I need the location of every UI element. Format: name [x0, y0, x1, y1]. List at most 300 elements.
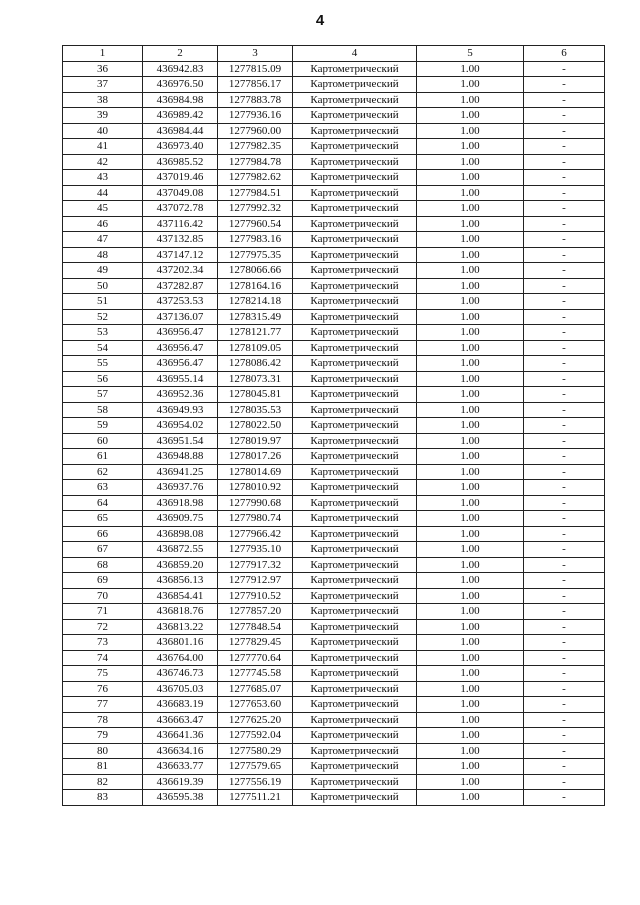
x-coordinate-cell: 436941.25 [143, 464, 218, 480]
table-row [63, 139, 605, 155]
accuracy-cell: 1.00 [417, 108, 524, 124]
table-row [63, 278, 605, 294]
note-cell: - [524, 247, 605, 263]
accuracy-cell: 1.00 [417, 232, 524, 248]
accuracy-cell: 1.00 [417, 542, 524, 558]
accuracy-cell: 1.00 [417, 325, 524, 341]
method-cell: Картометрический [293, 712, 417, 728]
table-row [63, 61, 605, 77]
y-coordinate-cell: 1278019.97 [218, 433, 293, 449]
table-row [63, 681, 605, 697]
note-cell: - [524, 588, 605, 604]
coordinates-table [62, 45, 605, 806]
note-cell: - [524, 371, 605, 387]
accuracy-cell: 1.00 [417, 402, 524, 418]
accuracy-cell: 1.00 [417, 340, 524, 356]
accuracy-cell: 1.00 [417, 790, 524, 806]
note-cell: - [524, 743, 605, 759]
point-number-cell: 60 [63, 433, 143, 449]
table-row [63, 666, 605, 682]
x-coordinate-cell: 436956.47 [143, 356, 218, 372]
point-number-cell: 53 [63, 325, 143, 341]
accuracy-cell: 1.00 [417, 356, 524, 372]
table-row [63, 387, 605, 403]
y-coordinate-cell: 1277912.97 [218, 573, 293, 589]
column-header: 3 [218, 46, 293, 62]
y-coordinate-cell: 1278045.81 [218, 387, 293, 403]
point-number-cell: 54 [63, 340, 143, 356]
y-coordinate-cell: 1277580.29 [218, 743, 293, 759]
note-cell: - [524, 216, 605, 232]
method-cell: Картометрический [293, 728, 417, 744]
note-cell: - [524, 61, 605, 77]
x-coordinate-cell: 436898.08 [143, 526, 218, 542]
note-cell: - [524, 154, 605, 170]
y-coordinate-cell: 1277960.54 [218, 216, 293, 232]
accuracy-cell: 1.00 [417, 77, 524, 93]
note-cell: - [524, 201, 605, 217]
y-coordinate-cell: 1277857.20 [218, 604, 293, 620]
note-cell: - [524, 619, 605, 635]
x-coordinate-cell: 436663.47 [143, 712, 218, 728]
y-coordinate-cell: 1278010.92 [218, 480, 293, 496]
y-coordinate-cell: 1278035.53 [218, 402, 293, 418]
x-coordinate-cell: 436955.14 [143, 371, 218, 387]
table-row [63, 185, 605, 201]
accuracy-cell: 1.00 [417, 247, 524, 263]
method-cell: Картометрический [293, 464, 417, 480]
point-number-cell: 45 [63, 201, 143, 217]
accuracy-cell: 1.00 [417, 387, 524, 403]
note-cell: - [524, 139, 605, 155]
point-number-cell: 83 [63, 790, 143, 806]
method-cell: Картометрический [293, 247, 417, 263]
note-cell: - [524, 480, 605, 496]
method-cell: Картометрический [293, 77, 417, 93]
x-coordinate-cell: 436976.50 [143, 77, 218, 93]
table-row [63, 480, 605, 496]
x-coordinate-cell: 437132.85 [143, 232, 218, 248]
accuracy-cell: 1.00 [417, 154, 524, 170]
point-number-cell: 65 [63, 511, 143, 527]
point-number-cell: 69 [63, 573, 143, 589]
column-header: 1 [63, 46, 143, 62]
note-cell: - [524, 712, 605, 728]
accuracy-cell: 1.00 [417, 759, 524, 775]
x-coordinate-cell: 437253.53 [143, 294, 218, 310]
table-row [63, 464, 605, 480]
x-coordinate-cell: 436854.41 [143, 588, 218, 604]
method-cell: Картометрический [293, 495, 417, 511]
table-body [63, 61, 605, 805]
accuracy-cell: 1.00 [417, 433, 524, 449]
y-coordinate-cell: 1277936.16 [218, 108, 293, 124]
point-number-cell: 56 [63, 371, 143, 387]
x-coordinate-cell: 436954.02 [143, 418, 218, 434]
x-coordinate-cell: 436942.83 [143, 61, 218, 77]
y-coordinate-cell: 1277829.45 [218, 635, 293, 651]
method-cell: Картометрический [293, 604, 417, 620]
method-cell: Картометрический [293, 449, 417, 465]
x-coordinate-cell: 437282.87 [143, 278, 218, 294]
point-number-cell: 37 [63, 77, 143, 93]
method-cell: Картометрический [293, 92, 417, 108]
x-coordinate-cell: 436859.20 [143, 557, 218, 573]
point-number-cell: 67 [63, 542, 143, 558]
point-number-cell: 50 [63, 278, 143, 294]
y-coordinate-cell: 1277966.42 [218, 526, 293, 542]
point-number-cell: 62 [63, 464, 143, 480]
table-row [63, 774, 605, 790]
y-coordinate-cell: 1277982.35 [218, 139, 293, 155]
method-cell: Картометрический [293, 681, 417, 697]
point-number-cell: 74 [63, 650, 143, 666]
y-coordinate-cell: 1277975.35 [218, 247, 293, 263]
accuracy-cell: 1.00 [417, 712, 524, 728]
x-coordinate-cell: 436956.47 [143, 325, 218, 341]
x-coordinate-cell: 436633.77 [143, 759, 218, 775]
method-cell: Картометрический [293, 743, 417, 759]
x-coordinate-cell: 436619.39 [143, 774, 218, 790]
page-number: 4 [315, 12, 325, 29]
table-row [63, 340, 605, 356]
table-row [63, 650, 605, 666]
table-row [63, 728, 605, 744]
accuracy-cell: 1.00 [417, 278, 524, 294]
accuracy-cell: 1.00 [417, 573, 524, 589]
note-cell: - [524, 278, 605, 294]
x-coordinate-cell: 436951.54 [143, 433, 218, 449]
point-number-cell: 75 [63, 666, 143, 682]
table-row [63, 154, 605, 170]
point-number-cell: 66 [63, 526, 143, 542]
method-cell: Картометрический [293, 433, 417, 449]
note-cell: - [524, 774, 605, 790]
table-row [63, 433, 605, 449]
method-cell: Картометрический [293, 278, 417, 294]
accuracy-cell: 1.00 [417, 774, 524, 790]
table-row [63, 201, 605, 217]
x-coordinate-cell: 436956.47 [143, 340, 218, 356]
method-cell: Картометрический [293, 774, 417, 790]
y-coordinate-cell: 1277685.07 [218, 681, 293, 697]
y-coordinate-cell: 1277848.54 [218, 619, 293, 635]
y-coordinate-cell: 1277935.10 [218, 542, 293, 558]
accuracy-cell: 1.00 [417, 480, 524, 496]
accuracy-cell: 1.00 [417, 666, 524, 682]
y-coordinate-cell: 1277960.00 [218, 123, 293, 139]
point-number-cell: 79 [63, 728, 143, 744]
table-row [63, 557, 605, 573]
accuracy-cell: 1.00 [417, 526, 524, 542]
x-coordinate-cell: 436984.98 [143, 92, 218, 108]
table-row [63, 511, 605, 527]
point-number-cell: 61 [63, 449, 143, 465]
point-number-cell: 82 [63, 774, 143, 790]
note-cell: - [524, 650, 605, 666]
y-coordinate-cell: 1277984.78 [218, 154, 293, 170]
note-cell: - [524, 387, 605, 403]
table-row [63, 371, 605, 387]
method-cell: Картометрический [293, 356, 417, 372]
y-coordinate-cell: 1277982.62 [218, 170, 293, 186]
table-row [63, 294, 605, 310]
y-coordinate-cell: 1278315.49 [218, 309, 293, 325]
y-coordinate-cell: 1278214.18 [218, 294, 293, 310]
method-cell: Картометрический [293, 573, 417, 589]
note-cell: - [524, 449, 605, 465]
method-cell: Картометрический [293, 325, 417, 341]
point-number-cell: 57 [63, 387, 143, 403]
y-coordinate-cell: 1278014.69 [218, 464, 293, 480]
x-coordinate-cell: 436989.42 [143, 108, 218, 124]
x-coordinate-cell: 436764.00 [143, 650, 218, 666]
accuracy-cell: 1.00 [417, 604, 524, 620]
accuracy-cell: 1.00 [417, 61, 524, 77]
note-cell: - [524, 604, 605, 620]
note-cell: - [524, 526, 605, 542]
y-coordinate-cell: 1277883.78 [218, 92, 293, 108]
accuracy-cell: 1.00 [417, 464, 524, 480]
accuracy-cell: 1.00 [417, 216, 524, 232]
method-cell: Картометрический [293, 123, 417, 139]
method-cell: Картометрический [293, 309, 417, 325]
y-coordinate-cell: 1277579.65 [218, 759, 293, 775]
y-coordinate-cell: 1277653.60 [218, 697, 293, 713]
y-coordinate-cell: 1277856.17 [218, 77, 293, 93]
method-cell: Картометрический [293, 185, 417, 201]
accuracy-cell: 1.00 [417, 511, 524, 527]
accuracy-cell: 1.00 [417, 650, 524, 666]
table-row [63, 588, 605, 604]
accuracy-cell: 1.00 [417, 309, 524, 325]
column-header: 5 [417, 46, 524, 62]
table-row [63, 743, 605, 759]
note-cell: - [524, 340, 605, 356]
table-row [63, 216, 605, 232]
method-cell: Картометрический [293, 61, 417, 77]
note-cell: - [524, 790, 605, 806]
point-number-cell: 38 [63, 92, 143, 108]
note-cell: - [524, 123, 605, 139]
method-cell: Картометрический [293, 402, 417, 418]
accuracy-cell: 1.00 [417, 371, 524, 387]
point-number-cell: 41 [63, 139, 143, 155]
note-cell: - [524, 232, 605, 248]
x-coordinate-cell: 436984.44 [143, 123, 218, 139]
x-coordinate-cell: 436973.40 [143, 139, 218, 155]
point-number-cell: 58 [63, 402, 143, 418]
note-cell: - [524, 294, 605, 310]
y-coordinate-cell: 1277770.64 [218, 650, 293, 666]
x-coordinate-cell: 436634.16 [143, 743, 218, 759]
method-cell: Картометрический [293, 650, 417, 666]
table-row [63, 309, 605, 325]
accuracy-cell: 1.00 [417, 201, 524, 217]
table-row [63, 635, 605, 651]
accuracy-cell: 1.00 [417, 92, 524, 108]
note-cell: - [524, 511, 605, 527]
method-cell: Картометрический [293, 139, 417, 155]
x-coordinate-cell: 436813.22 [143, 619, 218, 635]
y-coordinate-cell: 1277990.68 [218, 495, 293, 511]
accuracy-cell: 1.00 [417, 557, 524, 573]
method-cell: Картометрический [293, 201, 417, 217]
note-cell: - [524, 263, 605, 279]
method-cell: Картометрический [293, 108, 417, 124]
x-coordinate-cell: 436683.19 [143, 697, 218, 713]
y-coordinate-cell: 1277625.20 [218, 712, 293, 728]
method-cell: Картометрический [293, 542, 417, 558]
accuracy-cell: 1.00 [417, 294, 524, 310]
note-cell: - [524, 557, 605, 573]
x-coordinate-cell: 436952.36 [143, 387, 218, 403]
x-coordinate-cell: 436856.13 [143, 573, 218, 589]
table-row [63, 92, 605, 108]
point-number-cell: 73 [63, 635, 143, 651]
point-number-cell: 42 [63, 154, 143, 170]
table-row [63, 263, 605, 279]
accuracy-cell: 1.00 [417, 635, 524, 651]
table-row [63, 542, 605, 558]
x-coordinate-cell: 436641.36 [143, 728, 218, 744]
point-number-cell: 63 [63, 480, 143, 496]
x-coordinate-cell: 436985.52 [143, 154, 218, 170]
note-cell: - [524, 573, 605, 589]
x-coordinate-cell: 437072.78 [143, 201, 218, 217]
point-number-cell: 80 [63, 743, 143, 759]
method-cell: Картометрический [293, 387, 417, 403]
table-row [63, 449, 605, 465]
table-row [63, 356, 605, 372]
x-coordinate-cell: 436595.38 [143, 790, 218, 806]
point-number-cell: 51 [63, 294, 143, 310]
accuracy-cell: 1.00 [417, 681, 524, 697]
y-coordinate-cell: 1277815.09 [218, 61, 293, 77]
point-number-cell: 49 [63, 263, 143, 279]
y-coordinate-cell: 1278073.31 [218, 371, 293, 387]
method-cell: Картометрический [293, 154, 417, 170]
accuracy-cell: 1.00 [417, 588, 524, 604]
method-cell: Картометрический [293, 371, 417, 387]
point-number-cell: 76 [63, 681, 143, 697]
x-coordinate-cell: 437116.42 [143, 216, 218, 232]
x-coordinate-cell: 436801.16 [143, 635, 218, 651]
note-cell: - [524, 108, 605, 124]
note-cell: - [524, 418, 605, 434]
method-cell: Картометрический [293, 635, 417, 651]
table-row [63, 123, 605, 139]
point-number-cell: 64 [63, 495, 143, 511]
table-row [63, 759, 605, 775]
accuracy-cell: 1.00 [417, 170, 524, 186]
method-cell: Картометрический [293, 759, 417, 775]
y-coordinate-cell: 1278086.42 [218, 356, 293, 372]
method-cell: Картометрический [293, 170, 417, 186]
note-cell: - [524, 635, 605, 651]
x-coordinate-cell: 437019.46 [143, 170, 218, 186]
y-coordinate-cell: 1277917.32 [218, 557, 293, 573]
method-cell: Картометрический [293, 294, 417, 310]
y-coordinate-cell: 1277992.32 [218, 201, 293, 217]
note-cell: - [524, 77, 605, 93]
column-header: 2 [143, 46, 218, 62]
y-coordinate-cell: 1277745.58 [218, 666, 293, 682]
point-number-cell: 47 [63, 232, 143, 248]
y-coordinate-cell: 1278121.77 [218, 325, 293, 341]
point-number-cell: 68 [63, 557, 143, 573]
note-cell: - [524, 433, 605, 449]
method-cell: Картометрический [293, 340, 417, 356]
method-cell: Картометрический [293, 666, 417, 682]
point-number-cell: 46 [63, 216, 143, 232]
table-row [63, 108, 605, 124]
table-row [63, 418, 605, 434]
table-row [63, 790, 605, 806]
point-number-cell: 55 [63, 356, 143, 372]
accuracy-cell: 1.00 [417, 495, 524, 511]
point-number-cell: 78 [63, 712, 143, 728]
x-coordinate-cell: 436909.75 [143, 511, 218, 527]
y-coordinate-cell: 1278022.50 [218, 418, 293, 434]
method-cell: Картометрический [293, 557, 417, 573]
point-number-cell: 43 [63, 170, 143, 186]
note-cell: - [524, 697, 605, 713]
note-cell: - [524, 325, 605, 341]
note-cell: - [524, 681, 605, 697]
y-coordinate-cell: 1278017.26 [218, 449, 293, 465]
table-row [63, 402, 605, 418]
accuracy-cell: 1.00 [417, 123, 524, 139]
method-cell: Картометрический [293, 588, 417, 604]
method-cell: Картометрический [293, 263, 417, 279]
note-cell: - [524, 495, 605, 511]
note-cell: - [524, 92, 605, 108]
note-cell: - [524, 356, 605, 372]
method-cell: Картометрический [293, 232, 417, 248]
table-row [63, 604, 605, 620]
point-number-cell: 52 [63, 309, 143, 325]
accuracy-cell: 1.00 [417, 418, 524, 434]
accuracy-cell: 1.00 [417, 728, 524, 744]
accuracy-cell: 1.00 [417, 697, 524, 713]
point-number-cell: 72 [63, 619, 143, 635]
note-cell: - [524, 759, 605, 775]
y-coordinate-cell: 1278109.05 [218, 340, 293, 356]
x-coordinate-cell: 436818.76 [143, 604, 218, 620]
method-cell: Картометрический [293, 511, 417, 527]
y-coordinate-cell: 1277511.21 [218, 790, 293, 806]
x-coordinate-cell: 436705.03 [143, 681, 218, 697]
table-row [63, 325, 605, 341]
note-cell: - [524, 666, 605, 682]
x-coordinate-cell: 436948.88 [143, 449, 218, 465]
table-row [63, 573, 605, 589]
note-cell: - [524, 402, 605, 418]
x-coordinate-cell: 437049.08 [143, 185, 218, 201]
note-cell: - [524, 170, 605, 186]
point-number-cell: 44 [63, 185, 143, 201]
x-coordinate-cell: 437136.07 [143, 309, 218, 325]
header-row [63, 46, 605, 62]
note-cell: - [524, 309, 605, 325]
y-coordinate-cell: 1277983.16 [218, 232, 293, 248]
x-coordinate-cell: 436937.76 [143, 480, 218, 496]
point-number-cell: 48 [63, 247, 143, 263]
x-coordinate-cell: 436872.55 [143, 542, 218, 558]
note-cell: - [524, 728, 605, 744]
method-cell: Картометрический [293, 216, 417, 232]
